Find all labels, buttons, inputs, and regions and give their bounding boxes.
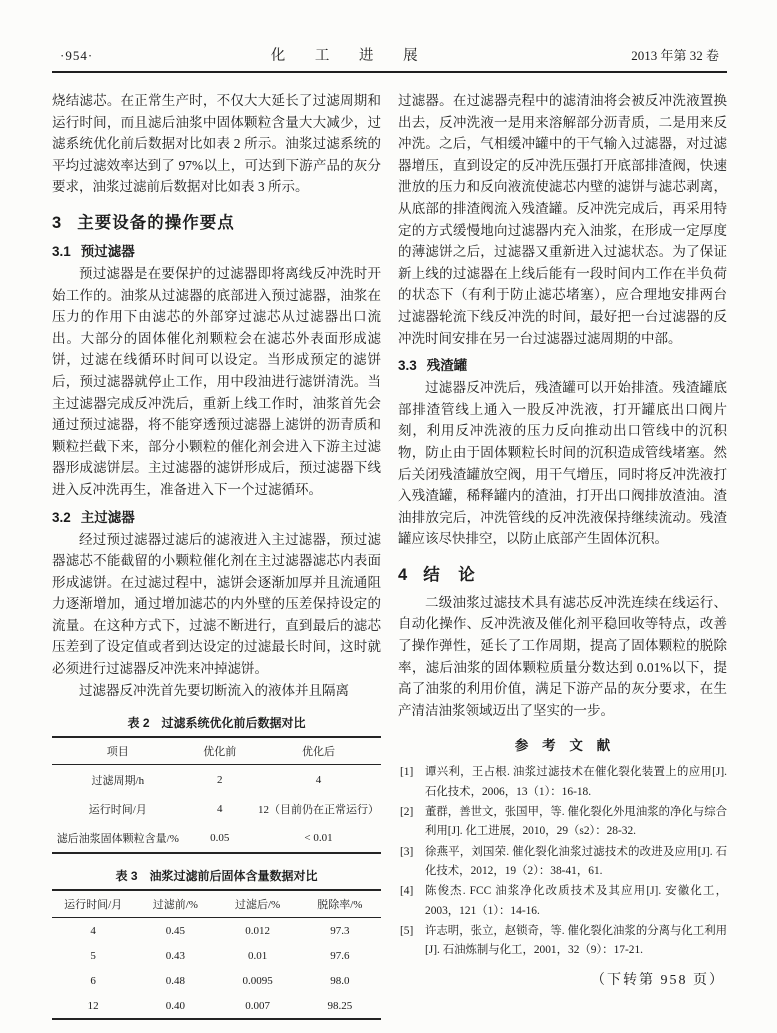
cell: 12（目前仍在正常运行） [257,803,379,816]
cell: 0.40 [165,999,185,1012]
cell: 0.01 [248,949,268,962]
cell: 98.0 [330,974,350,987]
reference-number: [2] [400,806,414,819]
reference-item [398,803,727,842]
cell: 6 [90,974,96,987]
reference-text: 许志明，张立，赵锁奇，等. 催化裂化油浆的分离与化工利用[J]. 石油炼制与化工，2001，32（9）：17-21. [425,924,727,957]
reference-text: 谭兴利，王占根. 油浆过滤技术在催化裂化装置上的应用[J]. 石化技术，2006，13（1）：16-18. [425,766,727,798]
table-header-row [52,737,381,765]
reference-number: [1] [400,766,414,779]
cell: 2 [217,773,223,786]
table-row [52,794,381,823]
reference-item [398,763,727,802]
section-title: 结 论 [423,565,476,584]
cell: 运行时间/月 [88,803,147,816]
cell: 4 [217,802,223,815]
cell: 97.6 [330,949,350,962]
subsection-title: 残渣罐 [426,358,468,374]
cell: 过滤周期/h [91,774,145,787]
cell: 4 [315,773,322,786]
section-heading-4 [398,561,727,585]
two-column-body [52,90,727,1020]
cell: 0.43 [165,949,185,962]
reference-item [398,843,727,882]
table-row [52,823,381,853]
cell: 滤后油浆固体颗粒含量/% [56,832,179,845]
table-row [52,943,381,968]
cell: 0.45 [165,924,185,937]
volume-label: 2013 年第 32 卷 [631,48,719,63]
subsection-heading-3-3 [398,354,727,374]
left-column [52,90,381,1020]
running-head [52,44,727,73]
cell: 0.05 [210,831,230,844]
page-number: ·954· [60,48,94,63]
column-header: 优化后 [256,737,381,765]
paragraph: 过滤器反冲洗首先要切断流入的液体并且隔离 [79,682,349,698]
continued-on-page-note: （下转第 958 页） [591,973,725,989]
cell: 0.012 [245,924,270,937]
cell: 97.3 [330,924,350,937]
cell: 98.25 [327,999,353,1012]
column-header: 优化前 [184,737,256,765]
section-title: 主要设备的操作要点 [77,213,235,232]
subsection-heading-3-1 [52,240,381,260]
journal-title: 化 工 进 展 [270,48,418,64]
section-heading-3 [52,209,381,233]
reference-item [398,882,727,921]
section-number: 4 [398,565,409,584]
reference-item [398,922,727,961]
paragraph: 经过预过滤器过滤后的滤液进入主过滤器，预过滤器滤芯不能截留的小颗粒催化剂在主过滤器滤芯内表面形成滤饼。在过滤过程中，滤饼会逐渐加厚并且流通阻力逐渐增加，通过增加滤芯的内外壁的压差保持设定的流量。在这种方式下，过滤不断进行，直到最后的滤芯压差到了设定值或者到达设定的过滤最长时间，这时就必须进行过滤器反冲洗来冲掉滤饼。 [52,531,381,677]
column-header: 过滤前/% [134,890,216,918]
reference-text: 徐燕平，刘国荣. 催化裂化油浆过滤技术的改进及应用[J]. 石化技术，2012，19（2）：38-41，61. [425,845,727,877]
table-3 [52,889,381,1020]
subsection-title: 主过滤器 [80,509,135,525]
reference-number: [3] [400,845,414,858]
cell: 12 [87,999,99,1012]
table3-caption: 表 3 油浆过滤前后固体含量数据对比 [115,869,318,884]
table-row [52,765,381,795]
references-heading: 参 考 文 献 [514,738,611,754]
table-2 [52,736,381,854]
table2-caption: 表 2 过滤系统优化前后数据对比 [127,716,306,731]
subsection-number: 3.2 [52,509,71,525]
paragraph: 过滤器反冲洗后，残渣罐可以开始排渣。残渣罐底部排渣管线上通入一股反冲洗液，打开罐底出口阀片刻，利用反冲洗液的压力反向推动出口管线中的沉积物，防止由于固体颗粒长时间的沉积造成管线堵塞。然后关闭残渣罐放空阀，用干气增压，同时将反冲洗液打入残渣罐，稀释罐内的渣油，打开出口阀排放渣油。渣油排放完后，冲洗管线的反冲洗液保持继续流动。残渣罐应该尽快排空，以防止底部产生固体沉积。 [398,380,727,547]
cell: 4 [90,924,96,937]
subsection-title: 预过滤器 [80,243,135,259]
reference-text: 董群，善世文，张国甲，等. 催化裂化外甩油浆的净化与综合利用[J]. 化工进展，2010，29（s2）：28-32. [425,806,727,838]
table-row [52,993,381,1019]
subsection-number: 3.1 [52,243,71,259]
reference-text: 陈俊杰. FCC 油浆净化改质技术及其应用[J]. 安徽化工，2003，121（1）：14-16. [425,885,727,917]
table-header-row [52,890,381,918]
cell: 5 [90,949,96,962]
cell: 0.48 [165,974,185,987]
paragraph-continuation: 烧结滤芯。在正常生产时，不仅大大延长了过滤周期和运行时间，而且滤后油浆中固体颗粒含量大大减少，过滤系统优化前后数据对比如表 2 所示。油浆过滤系统的平均过滤效率达到了 97%以上，可达到下游产品的灰分要求，油浆过滤前后数据对比如表 3 所示。 [52,93,381,195]
column-header: 脱除率/% [299,890,381,918]
table-row [52,968,381,993]
cell: 0.0095 [242,974,273,987]
paragraph: 二级油浆过滤技术具有滤芯反冲洗连续在线运行、自动化操作、反冲洗液及催化剂平稳回收等特点，改善了操作弹性，延长了工作周期，提高了固体颗粒的脱除率，滤后油浆的固体颗粒质量分数达到 0.01%以下，提高了油浆的利用价值，满足下游产品的灰分要求，在生产清洁油浆领域迈出了坚实的一步。 [398,594,727,718]
column-header: 运行时间/月 [52,890,134,918]
right-column [398,90,727,1020]
table-row [52,918,381,944]
column-header: 项目 [52,737,184,765]
section-number: 3 [52,213,63,232]
cell: < 0.01 [304,831,333,844]
paragraph-continuation: 过滤器。在过滤器壳程中的滤清油将会被反冲洗液置换出去，反冲洗液一是用来溶解部分沥青质，二是用来反冲洗。之后，气相缓冲罐中的干气输入过滤器，对过滤器增压，直到设定的反冲洗压强打开底部排渣阀，快速泄放的压力和反向液流使滤芯内壁的滤饼与滤芯剥离，从底部的排渣阀流入残渣罐。反冲洗完成后，再采用特定的方式缓慢地向过滤器内充入油浆，在形成一定厚度的薄滤饼之后，过滤器又重新进入过滤状态。为了保证新上线的过滤器在上线后能有一段时间内工作在半负荷的状态下（有利于防止滤芯堵塞），应合理地安排两台过滤器轮流下线反冲洗的时间，最好把一台过滤器的反冲洗时间安排在另一台过滤器过滤周期的中部。 [398,93,727,346]
paragraph: 预过滤器是在要保护的过滤器即将离线反冲洗时开始工作的。油浆从过滤器的底部进入预过滤器，油浆在压力的作用下由滤芯的外部穿过滤芯从过滤器出口流出。大部分的固体催化剂颗粒会在滤芯外表面形成滤饼，过滤在线循环时间可以设定。当形成预定的滤饼后，预过滤器就停止工作，用中段油进行滤饼清洗。当主过滤器完成反冲洗后，重新上线工作时，油浆首先会通过预过滤器，将不能穿透预过滤器上滤饼的沥青质和颗粒拦截下来，部分小颗粒的催化剂会进入下游主过滤器形成滤饼层。主过滤器的滤饼形成后，预过滤器下线进入反冲洗再生，准备进入下一个过滤循环。 [52,265,381,497]
reference-number: [4] [400,885,414,898]
subsection-heading-3-2 [52,506,381,526]
cell: 0.007 [245,999,270,1012]
subsection-number: 3.3 [398,358,417,374]
column-header: 过滤后/% [217,890,299,918]
reference-number: [5] [400,924,414,937]
